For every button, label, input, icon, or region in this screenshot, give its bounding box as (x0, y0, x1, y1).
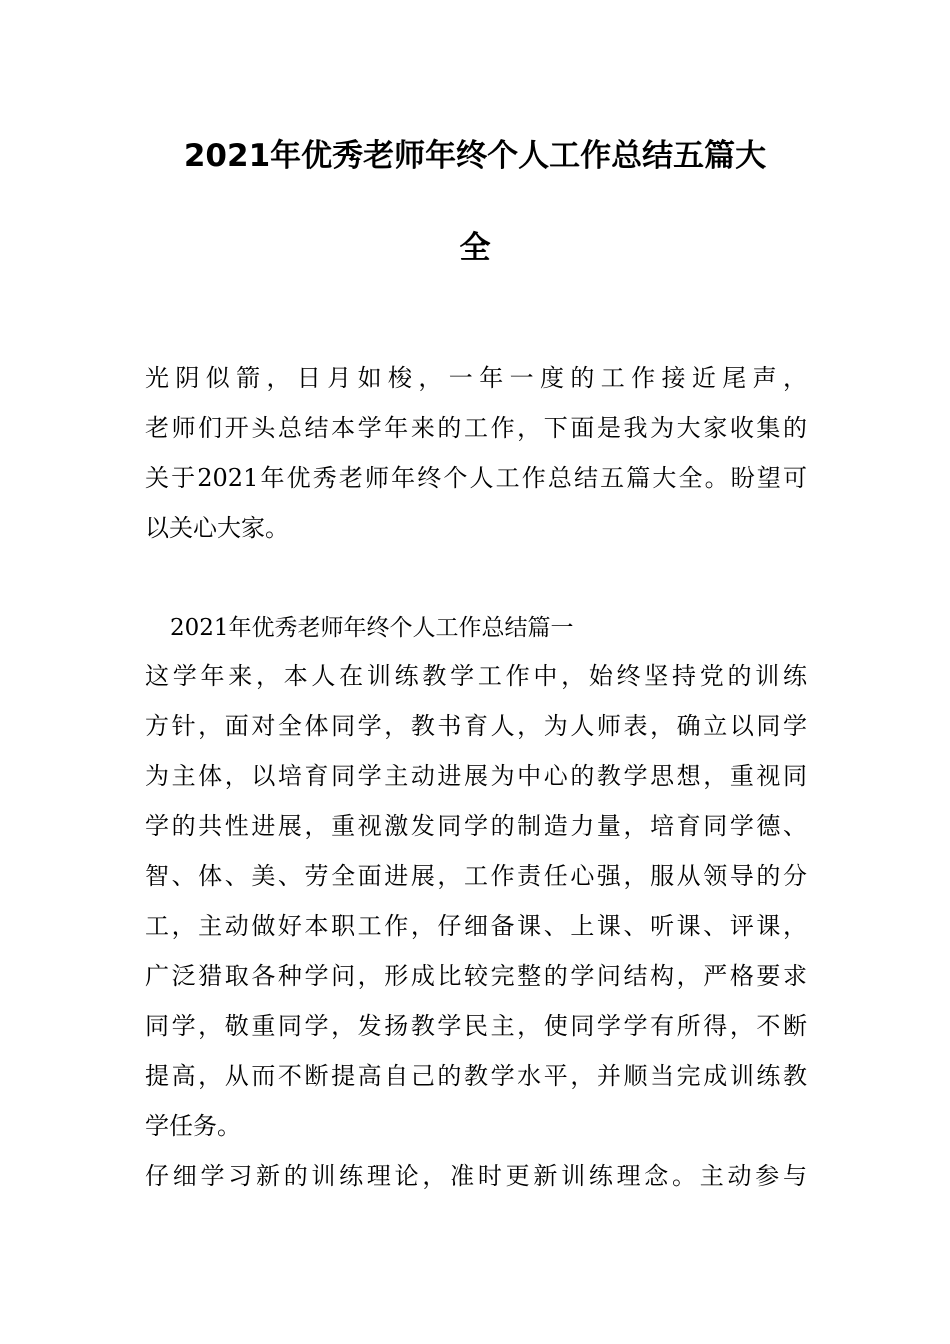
paragraph-line: 智、体、美、劳全面进展，工作责任心强，服从领导的分 (145, 862, 807, 890)
paragraph-line: 广泛猎取各种学问，形成比较完整的学问结构，严格要求 (145, 962, 807, 990)
paragraph-line: 提高，从而不断提高自己的教学水平，并顺当完成训练教 (145, 1062, 807, 1090)
section-heading: 2021年优秀老师年终个人工作总结篇一 (170, 615, 574, 641)
intro-line: 以关心大家。 (145, 514, 289, 542)
intro-line: 光阴似箭，日月如梭，一年一度的工作接近尾声， (145, 364, 807, 392)
paragraph-line: 学任务。 (145, 1112, 241, 1140)
paragraph-line: 这学年来，本人在训练教学工作中，始终坚持党的训练 (145, 662, 807, 690)
intro-line: 老师们开头总结本学年来的工作，下面是我为大家收集的 (145, 414, 807, 442)
paragraph-line: 工，主动做好本职工作，仔细备课、上课、听课、评课， (145, 912, 807, 940)
intro-line: 关于2021年优秀老师年终个人工作总结五篇大全。盼望可 (145, 464, 807, 492)
paragraph-line: 为主体，以培育同学主动进展为中心的教学思想，重视同 (145, 762, 807, 790)
paragraph-line: 同学，敬重同学，发扬教学民主，使同学学有所得，不断 (145, 1012, 807, 1040)
paragraph-line: 仔细学习新的训练理论，准时更新训练理念。主动参与 (145, 1162, 807, 1190)
paragraph-line: 方针，面对全体同学，教书育人，为人师表，确立以同学 (145, 712, 807, 740)
paragraph-line: 学的共性进展，重视激发同学的制造力量，培育同学德、 (145, 812, 807, 840)
document-title-line-2: 全 (459, 230, 491, 266)
document-title-line-1: 2021年优秀老师年终个人工作总结五篇大 (183, 138, 767, 174)
